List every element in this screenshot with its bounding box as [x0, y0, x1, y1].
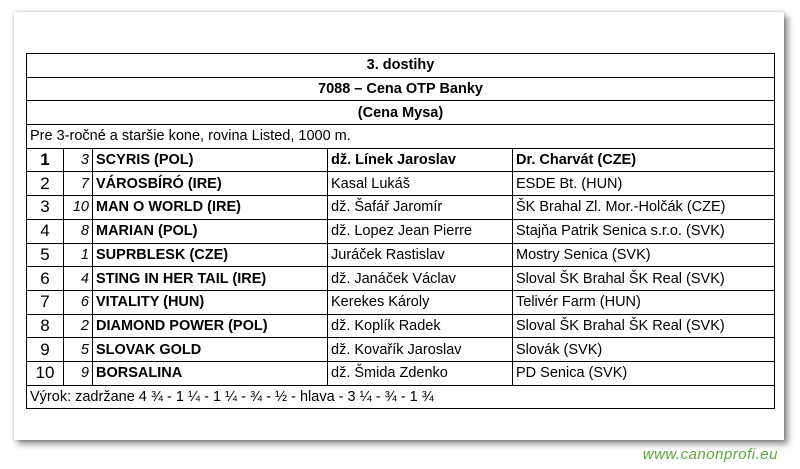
finish-position: 1 — [27, 148, 64, 172]
watermark: www.canonprofi.eu — [642, 446, 778, 463]
verdict-row — [27, 385, 775, 409]
race-subtitle-row — [27, 101, 775, 125]
owner-name: ŠK Brahal Zl. Mor.-Holčák (CZE) — [513, 196, 775, 220]
finish-position: 5 — [27, 243, 64, 267]
horse-number: 3 — [64, 148, 93, 172]
horse-name: VITALITY (HUN) — [93, 290, 328, 314]
horse-number: 6 — [64, 290, 93, 314]
finish-position: 3 — [27, 196, 64, 220]
horse-number: 4 — [64, 267, 93, 291]
horse-number: 7 — [64, 172, 93, 196]
result-row — [27, 290, 775, 314]
finish-position: 4 — [27, 219, 64, 243]
jockey-name: dž. Šafář Jaromír — [328, 196, 513, 220]
result-row — [27, 219, 775, 243]
result-row — [27, 196, 775, 220]
finish-position: 6 — [27, 267, 64, 291]
horse-number: 10 — [64, 196, 93, 220]
jockey-name: dž. Línek Jaroslav — [328, 148, 513, 172]
jockey-name: dž. Kovařík Jaroslav — [328, 338, 513, 362]
owner-name: Telivér Farm (HUN) — [513, 290, 775, 314]
horse-name: MAN O WORLD (IRE) — [93, 196, 328, 220]
race-name-row — [27, 77, 775, 101]
result-row — [27, 361, 775, 385]
horse-name: DIAMOND POWER (POL) — [93, 314, 328, 338]
owner-name: Stajňa Patrik Senica s.r.o. (SVK) — [513, 219, 775, 243]
owner-name: Sloval ŠK Brahal ŠK Real (SVK) — [513, 267, 775, 291]
race-number-row — [27, 54, 775, 78]
horse-name: STING IN HER TAIL (IRE) — [93, 267, 328, 291]
finish-position: 7 — [27, 290, 64, 314]
finish-position: 8 — [27, 314, 64, 338]
owner-name: Sloval ŠK Brahal ŠK Real (SVK) — [513, 314, 775, 338]
owner-name: Slovák (SVK) — [513, 338, 775, 362]
jockey-name: Juráček Rastislav — [328, 243, 513, 267]
horse-name: BORSALINA — [93, 361, 328, 385]
result-row — [27, 338, 775, 362]
owner-name: Dr. Charvát (CZE) — [513, 148, 775, 172]
result-row — [27, 314, 775, 338]
race-number: 3. dostihy — [27, 54, 775, 78]
owner-name: PD Senica (SVK) — [513, 361, 775, 385]
horse-number: 1 — [64, 243, 93, 267]
jockey-name: Kerekes Károly — [328, 290, 513, 314]
result-row — [27, 267, 775, 291]
race-subtitle: (Cena Mysa) — [27, 101, 775, 125]
jockey-name: Kasal Lukáš — [328, 172, 513, 196]
race-name: 7088 – Cena OTP Banky — [27, 77, 775, 101]
jockey-name: dž. Janáček Václav — [328, 267, 513, 291]
horse-name: SCYRIS (POL) — [93, 148, 328, 172]
horse-name: VÁROSBÍRÓ (IRE) — [93, 172, 328, 196]
result-row — [27, 243, 775, 267]
owner-name: ESDE Bt. (HUN) — [513, 172, 775, 196]
finish-position: 2 — [27, 172, 64, 196]
race-results-table — [26, 53, 775, 409]
verdict-text: Výrok: zadržane 4 ¾ - 1 ¼ - 1 ¼ - ¾ - ½ - hlava - 3 ¼ - ¾ - 1 ¾ — [27, 385, 775, 409]
horse-number: 5 — [64, 338, 93, 362]
horse-number: 8 — [64, 219, 93, 243]
jockey-name: dž. Lopez Jean Pierre — [328, 219, 513, 243]
jockey-name: dž. Šmida Zdenko — [328, 361, 513, 385]
race-conditions: Pre 3-ročné a staršie kone, rovina Listed, 1000 m. — [27, 125, 775, 149]
finish-position: 9 — [27, 338, 64, 362]
horse-name: SLOVAK GOLD — [93, 338, 328, 362]
finish-position: 10 — [27, 361, 64, 385]
result-row — [27, 172, 775, 196]
jockey-name: dž. Koplík Radek — [328, 314, 513, 338]
race-conditions-row — [27, 125, 775, 149]
owner-name: Mostry Senica (SVK) — [513, 243, 775, 267]
horse-name: SUPRBLESK (CZE) — [93, 243, 328, 267]
horse-name: MARIAN (POL) — [93, 219, 328, 243]
result-row — [27, 148, 775, 172]
horse-number: 2 — [64, 314, 93, 338]
horse-number: 9 — [64, 361, 93, 385]
